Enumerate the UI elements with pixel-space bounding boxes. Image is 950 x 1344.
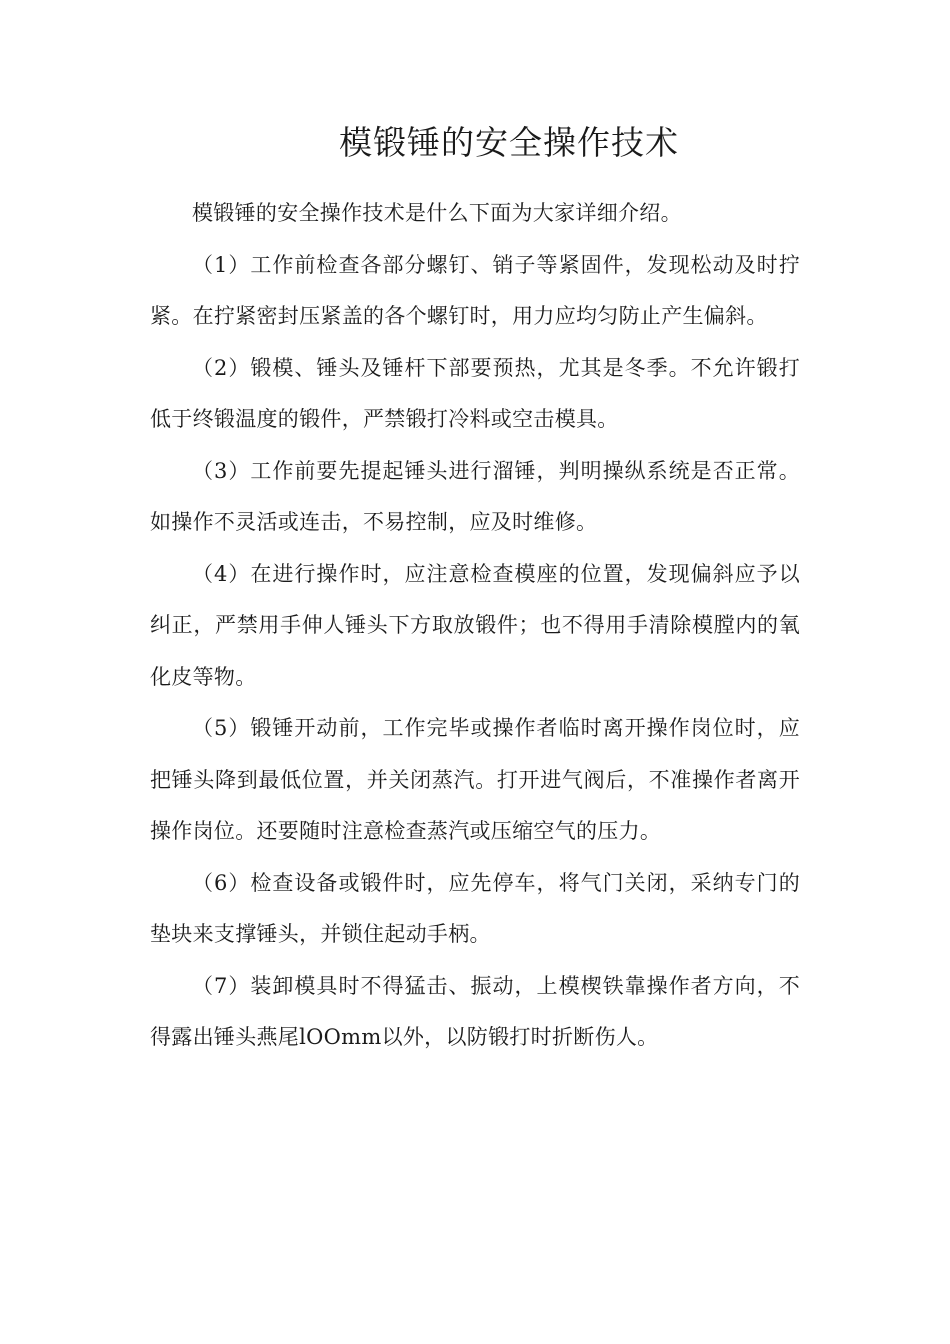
paragraph-item-3: （3）工作前要先提起锤头进行溜锤，判明操纵系统是否正常。如操作不灵活或连击，不易控制，应及时维修。	[150, 458, 800, 534]
paragraph-item-5: （5）锻锤开动前，工作完毕或操作者临时离开操作岗位时，应把锤头降到最低位置，并关闭蒸汽。打开进气阀后，不准操作者离开操作岗位。还要随时注意检查蒸汽或压缩空气的压力。	[150, 716, 800, 843]
paragraph-item-2: （2）锻模、锤头及锤杆下部要预热，尤其是冬季。不允许锻打低于终锻温度的锻件，严禁锻打冷料或空击模具。	[150, 355, 800, 431]
paragraph-item-4: （4）在进行操作时，应注意检查模座的位置，发现偏斜应予以纠正，严禁用手伸人锤头下方取放锻件；也不得用手清除模膛内的氧化皮等物。	[150, 561, 800, 689]
paragraph-item-6: （6）检查设备或锻件时，应先停车，将气门关闭，采纳专门的垫块来支撑锤头，并锁住起动手柄。	[150, 870, 800, 946]
document-body	[150, 188, 800, 1064]
paragraph-intro: 模锻锤的安全操作技术是什么下面为大家详细介绍。	[192, 201, 682, 225]
document-title: 模锻锤的安全操作技术	[339, 123, 679, 162]
paragraph-item-7: （7）装卸模具时不得猛击、振动，上模楔铁靠操作者方向，不得露出锤头燕尾lOOmm以外，以防锻打时折断伤人。	[150, 973, 800, 1049]
paragraph-item-1: （1）工作前检查各部分螺钉、销子等紧固件，发现松动及时拧紧。在拧紧密封压紧盖的各个螺钉时，用力应均匀防止产生偏斜。	[150, 252, 800, 328]
